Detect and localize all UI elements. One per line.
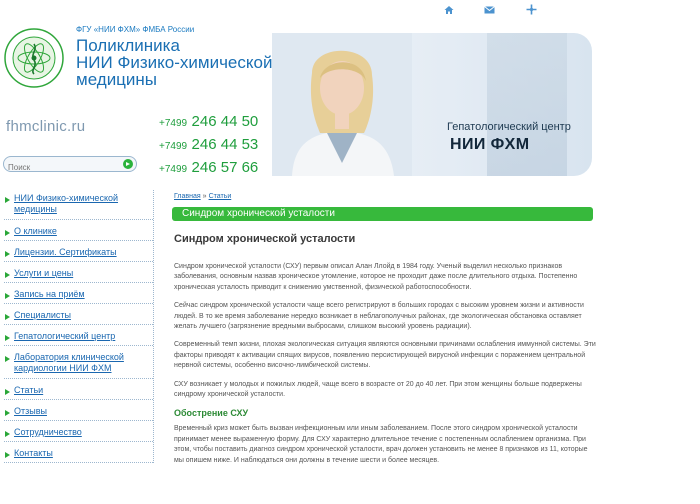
article-paragraph: Современный темп жизни, плохая экологическая ситуация являются основными причинами ослабления иммунной системы. Эти факторы приводят к активации спящих вирусов, появлению персистирующей вирусной инфекции с поражением центральной нервной системы, особенно височно-лимбической системы.	[174, 341, 596, 370]
clinic-logo[interactable]	[4, 28, 64, 88]
section-title-bar	[172, 207, 593, 221]
sidebar-row	[4, 325, 153, 346]
phone-number: +7499 246 57 66	[159, 159, 259, 176]
breadcrumb-articles-link[interactable]: Статьи	[208, 193, 232, 200]
banner-subtitle: Гепатологический центр	[447, 121, 571, 133]
hero-banner[interactable]	[272, 33, 592, 176]
breadcrumb-home-link[interactable]: Главная	[174, 193, 201, 200]
sidebar-item-services[interactable]: Услуги и цены	[4, 268, 153, 279]
sidebar-row	[4, 283, 153, 304]
mail-icon[interactable]	[484, 2, 495, 12]
banner-title: НИИ ФХМ	[450, 136, 530, 153]
sidebar-item-specialists[interactable]: Специалисты	[4, 310, 153, 321]
banner-background-figure	[487, 33, 567, 176]
sidebar-row	[4, 241, 153, 262]
top-icon-bar	[440, 2, 560, 14]
article-paragraph: Временный криз может быть вызван инфекционным или иным заболеванием. После этого синдром хронической усталости принимает менее выраженную форму. Для СХУ характерно длительное течение с постепенным ослаблением организма. При этом, чтобы поставить диагноз синдром хронической усталости, врач должен установить не менее 8 признаков из 11, которые мы опишем ниже. И наблюдаться они должны в течение шести и более месяцев.	[174, 425, 588, 464]
site-url: fhmclinic.ru	[6, 118, 86, 135]
sidebar-row	[4, 421, 153, 442]
clinic-name-line-1: Поликлиника	[76, 36, 180, 55]
sidebar-item-about[interactable]: О клинике	[4, 226, 153, 237]
clinic-name	[76, 37, 286, 88]
search-input[interactable]	[4, 161, 114, 175]
sidebar-row	[4, 379, 153, 400]
sidebar-row	[4, 400, 153, 421]
sidebar-item-nii-fhm[interactable]: НИИ Физико-химической медицины	[4, 193, 153, 215]
article-paragraph: Синдром хронической усталости (СХУ) первым описал Алан Ллойд в 1984 году. Ученый выделил несколько признаков заболевания, основным назвав хроническое утомление, которое не проходит даже после длительного отдыха. Постепенно хроническая усталость приводит к снижению умственной, физической работоспособности.	[174, 263, 578, 291]
breadcrumb	[174, 193, 231, 200]
breadcrumb-separator: »	[202, 193, 207, 200]
article	[174, 226, 597, 474]
sidebar-row	[4, 190, 153, 220]
clinic-name-line-3: медицины	[76, 70, 158, 89]
article-paragraph: СХУ возникает у молодых и пожилых людей, чаще всего в возрасте от 20 до 40 лет. При этом женщины больше подвержены синдрому хронической усталости.	[174, 380, 582, 399]
sitemap-icon[interactable]	[526, 2, 537, 13]
agency-name: ФГУ «НИИ ФХМ» ФМБА России	[76, 25, 195, 34]
sidebar-item-contacts[interactable]: Контакты	[4, 448, 153, 459]
phone-list	[159, 113, 271, 182]
sidebar-row	[4, 304, 153, 325]
doctor-photo	[272, 33, 412, 176]
sidebar-item-appointment[interactable]: Запись на приём	[4, 289, 153, 300]
sidebar-row	[4, 346, 153, 379]
sidebar-row	[4, 262, 153, 283]
sidebar-nav	[4, 190, 154, 463]
sidebar-item-articles[interactable]: Статьи	[4, 385, 153, 396]
sidebar-item-cardiology-lab[interactable]: Лаборатория клинической кардиологии НИИ ФХМ	[4, 352, 153, 374]
sidebar-item-licenses[interactable]: Лицензии. Сертификаты	[4, 247, 153, 258]
article-subtitle: Обострение СХУ	[174, 408, 249, 419]
sidebar-item-reviews[interactable]: Отзывы	[4, 406, 153, 417]
search-box	[3, 156, 137, 172]
sidebar-item-hepatology[interactable]: Гепатологический центр	[4, 331, 153, 342]
phone-number: +7499 246 44 50	[159, 113, 259, 130]
sidebar-row	[4, 220, 153, 241]
phone-number: +7499 246 44 53	[159, 136, 259, 153]
article-title: Синдром хронической усталости	[174, 233, 356, 245]
home-icon[interactable]	[444, 2, 454, 12]
search-submit-button[interactable]	[123, 159, 133, 169]
sidebar-row	[4, 442, 153, 463]
sidebar-item-cooperation[interactable]: Сотрудничество	[4, 427, 153, 438]
article-paragraph: Сейчас синдром хронической усталости чаще всего регистрируют в больших городах с высоким уровнем жизни и активности людей. В то же время заболевание нередко возникает в неблагополучных районах, где экологическая обстановка оставляет желать лучшего (загрязнение вредными выбросами, слишком высокий уровень радиации).	[174, 302, 584, 331]
section-title: Синдром хронической усталости	[182, 208, 335, 219]
clinic-name-line-2: НИИ Физико-химической	[76, 53, 273, 72]
